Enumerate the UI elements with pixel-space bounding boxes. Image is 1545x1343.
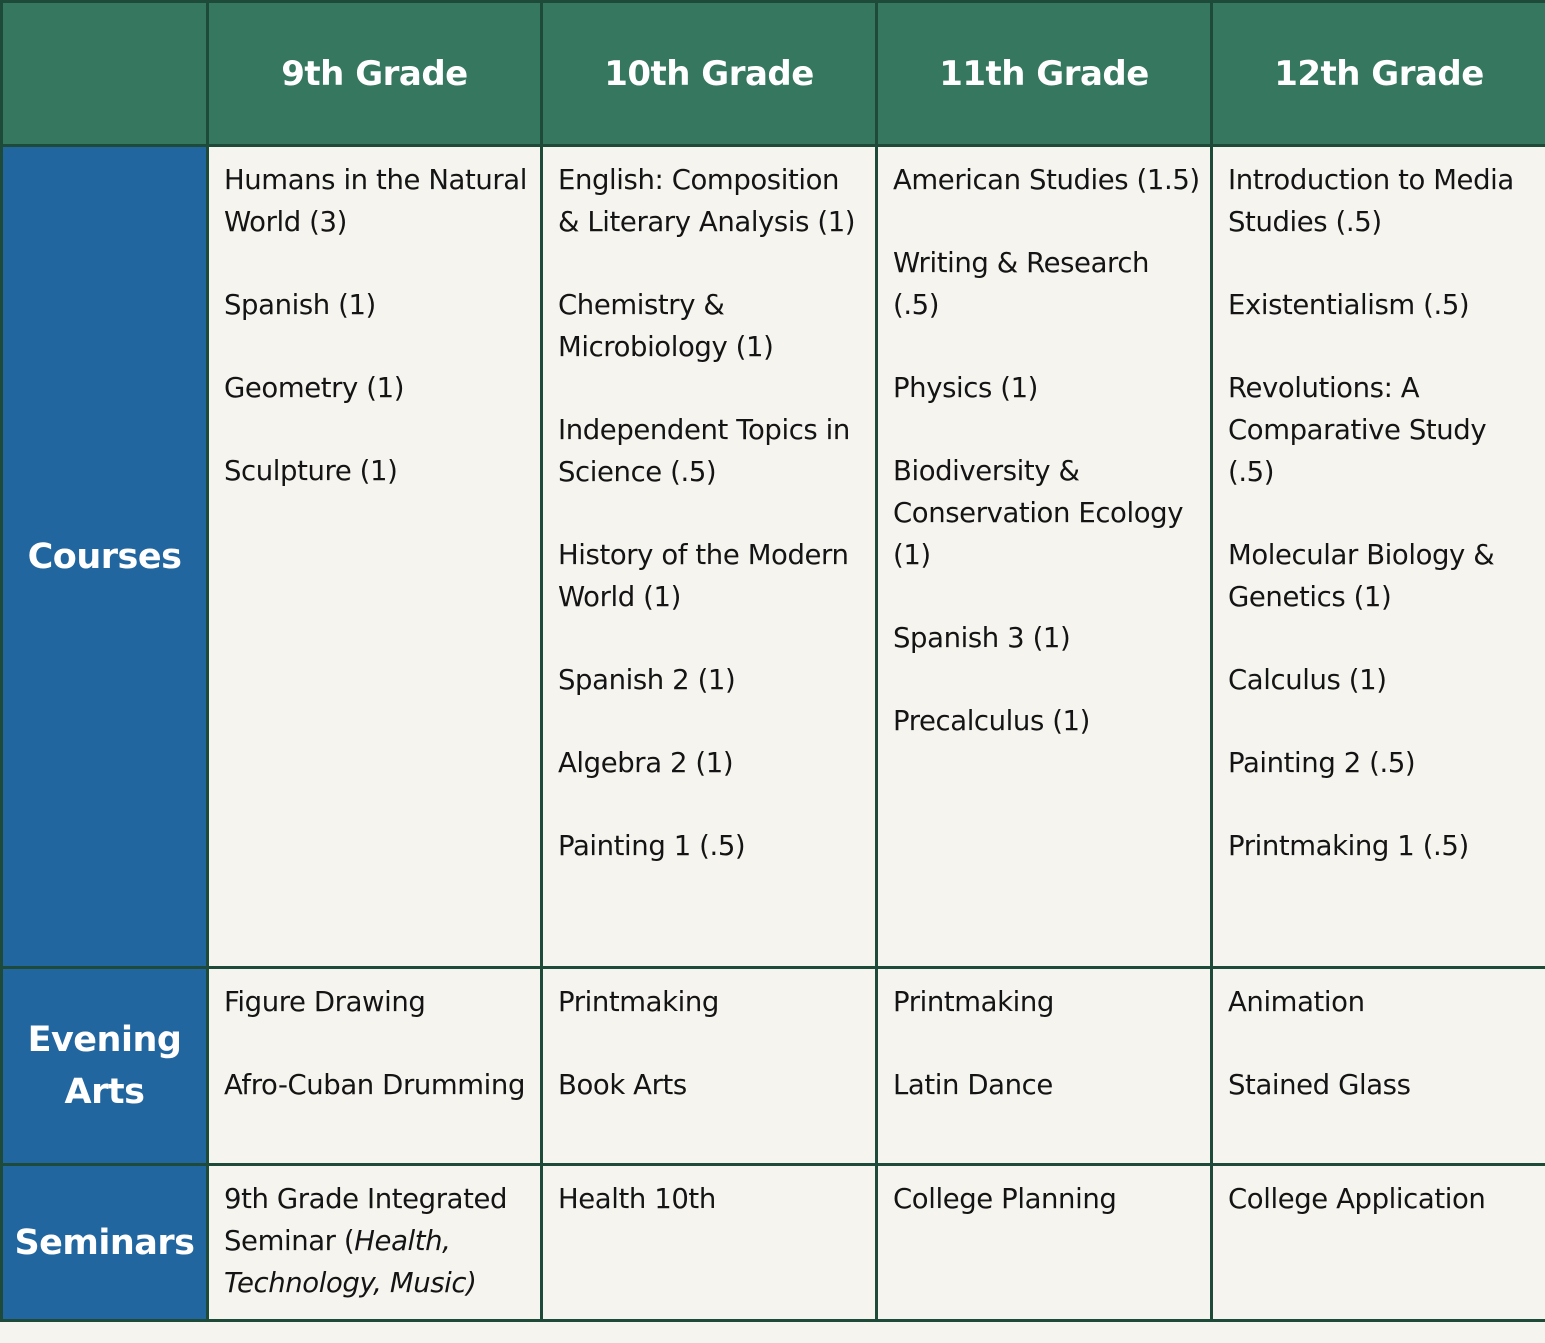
evening-arts-12th-cell: [1212, 968, 1545, 1165]
course-item: Sculpture (1): [224, 455, 398, 487]
course-item: Revolutions: A Comparative Study (.5): [1228, 372, 1487, 488]
course-item: Algebra 2 (1): [558, 747, 734, 779]
grade-header-row: [2, 2, 1545, 146]
evening-arts-label-line1: Evening: [27, 1020, 182, 1060]
course-item: Chemistry & Microbiology (1): [558, 289, 774, 363]
courses-row: [2, 146, 1545, 968]
evening-arts-9th-cell: [208, 968, 542, 1165]
seminars-12th-cell: [1212, 1165, 1545, 1321]
course-item: Printmaking 1 (.5): [1228, 830, 1469, 862]
course-item: Independent Topics in Science (.5): [558, 414, 850, 488]
seminars-row: [2, 1165, 1545, 1321]
course-item: Existentialism (.5): [1228, 289, 1470, 321]
evening-arts-item: Printmaking: [558, 986, 719, 1018]
evening-arts-item: Stained Glass: [1228, 1069, 1411, 1101]
courses-row-label: Courses: [2, 146, 208, 968]
seminar-item: College Application: [1228, 1183, 1486, 1215]
course-item: Geometry (1): [224, 372, 405, 404]
grade-9-header: 9th Grade: [208, 2, 542, 146]
evening-arts-item: Afro-Cuban Drumming: [224, 1069, 525, 1101]
seminar-item: [224, 1178, 530, 1304]
grade-11-header: 11th Grade: [877, 2, 1212, 146]
evening-arts-10th-cell: [542, 968, 877, 1165]
course-item: Calculus (1): [1228, 664, 1387, 696]
courses-10th-cell: [542, 146, 877, 968]
evening-arts-row: [2, 968, 1545, 1165]
course-item: Spanish 3 (1): [893, 622, 1071, 654]
course-item: American Studies (1.5): [893, 164, 1200, 196]
evening-arts-item: Book Arts: [558, 1069, 687, 1101]
course-item: Spanish 2 (1): [558, 664, 736, 696]
course-item: Writing & Research (.5): [893, 247, 1150, 321]
seminars-row-label: Seminars: [2, 1165, 208, 1321]
seminars-10th-cell: [542, 1165, 877, 1321]
courses-11th-cell: [877, 146, 1212, 968]
course-item: Physics (1): [893, 372, 1038, 404]
evening-arts-item: Latin Dance: [893, 1069, 1053, 1101]
course-item: English: Composition & Literary Analysis (1): [558, 164, 856, 238]
grade-10-header: 10th Grade: [542, 2, 877, 146]
courses-9th-cell: [208, 146, 542, 968]
evening-arts-11th-cell: [877, 968, 1212, 1165]
course-item: Painting 2 (.5): [1228, 747, 1416, 779]
courses-12th-cell: [1212, 146, 1545, 968]
seminar-item: Health 10th: [558, 1183, 716, 1215]
course-item: Humans in the Natural World (3): [224, 164, 527, 238]
course-item: History of the Modern World (1): [558, 539, 849, 613]
seminars-11th-cell: [877, 1165, 1212, 1321]
evening-arts-item: Printmaking: [893, 986, 1054, 1018]
seminar-9-prefix: 9th Grade Integrated Seminar (: [224, 1183, 508, 1257]
course-item: Spanish (1): [224, 289, 376, 321]
course-item: Precalculus (1): [893, 705, 1090, 737]
seminars-9th-cell: [208, 1165, 542, 1321]
evening-arts-row-label: [2, 968, 208, 1165]
course-item: Introduction to Media Studies (.5): [1228, 164, 1514, 238]
evening-arts-item: Animation: [1228, 986, 1365, 1018]
grade-12-header: 12th Grade: [1212, 2, 1545, 146]
course-item: Molecular Biology & Genetics (1): [1228, 539, 1495, 613]
seminar-9-topics: Health, Technology, Music): [224, 1225, 477, 1299]
evening-arts-label-line2: Arts: [64, 1072, 145, 1112]
evening-arts-item: Figure Drawing: [224, 986, 426, 1018]
corner-cell: [2, 2, 208, 146]
course-item: Biodiversity & Conservation Ecology (1): [893, 455, 1184, 571]
course-item: Painting 1 (.5): [558, 830, 746, 862]
seminar-item: College Planning: [893, 1183, 1117, 1215]
